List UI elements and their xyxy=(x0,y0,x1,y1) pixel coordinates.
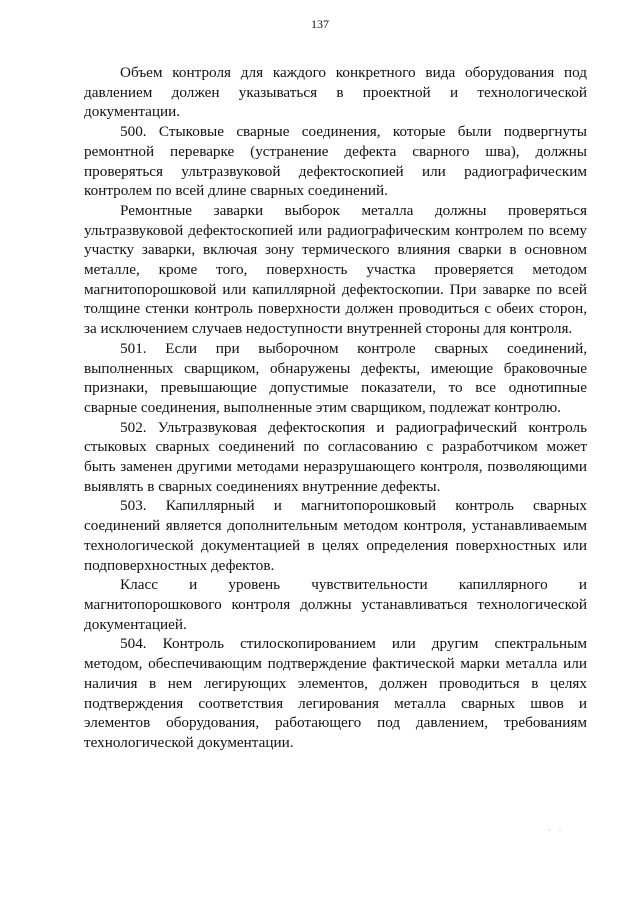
paragraph-500: 500. Стыковые сварные соединения, которые были подвергнуты ремонтной переварке (устранение дефекта сварного шва), должны проверяться ультразвуковой дефектоскопией или радиографическим контролем по всей длине сварных соединений. xyxy=(84,123,587,200)
paragraph-501: 501. Если при выборочном контроле сварных соединений, выполненных сварщиком, обнаружены дефекты, имеющие браковочные признаки, превышающие допустимые показатели, то все однотипные сварные соединения, выполненные этим сварщиком, подлежат контролю. xyxy=(84,339,587,416)
paragraph-sensitivity-class: Класс и уровень чувствительности капиллярного и магнитопорошкового контроля должны устанавливаться технологической документацией. xyxy=(84,576,587,633)
scan-speck: · · xyxy=(548,826,565,835)
paragraph-inspection-scope: Объем контроля для каждого конкретного вида оборудования под давлением должен указываться в проектной и технологической документации. xyxy=(84,64,587,121)
page-number: 137 xyxy=(311,17,329,31)
body-text xyxy=(84,63,587,753)
paragraph-504: 504. Контроль стилоскопированием или другим спектральным методом, обеспечивающим подтверждение фактической марки металла или наличия в нем легирующих элементов, должен проводиться в целях подтверждения соответствия легирования металла сварных швов и элементов оборудования, работающего под давлением, требованиям технологической документации. xyxy=(84,635,587,751)
paragraph-503: 503. Капиллярный и магнитопорошковый контроль сварных соединений является дополнительным методом контроля, устанавливаемым технологической документацией в целях определения поверхностных или подповерхностных дефектов. xyxy=(84,497,587,574)
paragraph-repair-welds: Ремонтные заварки выборок металла должны проверяться ультразвуковой дефектоскопией или радиографическим контролем по всему участку заварки, включая зону термического влияния сварки в основном металле, кроме того, поверхность участка проверяется методом магнитопорошковой или капиллярной дефектоскопии. При заварке по всей толщине стенки контроль поверхности должен проводиться с обеих сторон, за исключением случаев недоступности внутренней стороны для контроля. xyxy=(84,201,587,338)
paragraph-502: 502. Ультразвуковая дефектоскопия и радиографический контроль стыковых сварных соединений по согласованию с разработчиком может быть заменен другими методами неразрушающего контроля, позволяющими выявлять в сварных соединениях внутренние дефекты. xyxy=(84,418,587,495)
